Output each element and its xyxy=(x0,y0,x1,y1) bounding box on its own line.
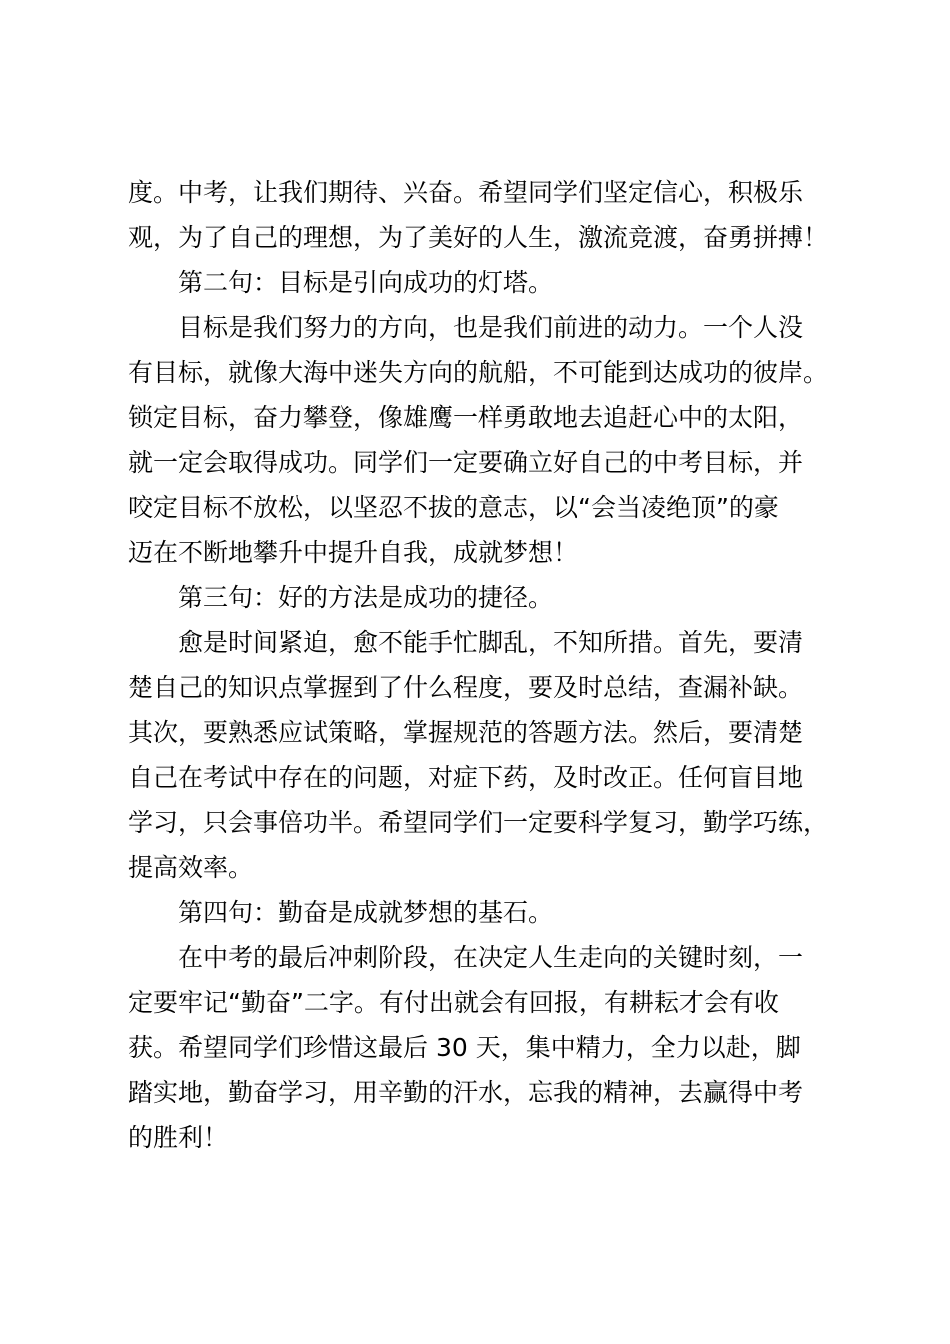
section-heading-3: 第三句：好的方法是成功的捷径。 xyxy=(178,583,554,612)
text-line: 学习，只会事倍功半。希望同学们一定要科学复习，勤学巧练， xyxy=(128,808,829,837)
text-line: 自己在考试中存在的问题，对症下药，及时改正。任何盲目地 xyxy=(128,763,804,792)
text-line: 观，为了自己的理想，为了美好的人生，激流竞渡，奋勇拼搏！ xyxy=(128,223,829,252)
section-heading-2: 第二句：目标是引向成功的灯塔。 xyxy=(178,268,554,297)
body-text xyxy=(128,170,848,1160)
text-line: 度。中考，让我们期待、兴奋。希望同学们坚定信心，积极乐 xyxy=(128,178,804,207)
section-heading-4: 第四句：勤奋是成就梦想的基石。 xyxy=(178,898,554,927)
text-line: 咬定目标不放松，以坚忍不拔的意志，以“会当凌绝顶”的豪 xyxy=(128,493,779,522)
text-line: 就一定会取得成功。同学们一定要确立好自己的中考目标，并 xyxy=(128,448,804,477)
text-line: 楚自己的知识点掌握到了什么程度，要及时总结，查漏补缺。 xyxy=(128,673,804,702)
text-line: 的胜利！ xyxy=(128,1123,229,1152)
text-line: 在中考的最后冲刺阶段，在决定人生走向的关键时刻，一 xyxy=(178,943,804,972)
text-line: 获。希望同学们珍惜这最后 30 天，集中精力，全力以赴，脚 xyxy=(128,1033,801,1062)
text-line: 有目标，就像大海中迷失方向的航船，不可能到达成功的彼岸。 xyxy=(128,358,829,387)
text-line: 愈是时间紧迫，愈不能手忙脚乱，不知所措。首先，要清 xyxy=(178,628,804,657)
text-line: 提高效率。 xyxy=(128,853,254,882)
text-line: 踏实地，勤奋学习，用辛勤的汗水，忘我的精神，去赢得中考 xyxy=(128,1078,804,1107)
text-line: 迈在不断地攀升中提升自我，成就梦想！ xyxy=(128,538,579,567)
text-line: 目标是我们努力的方向，也是我们前进的动力。一个人没 xyxy=(178,313,804,342)
text-line: 锁定目标，奋力攀登，像雄鹰一样勇敢地去追赶心中的太阳， xyxy=(128,403,804,432)
text-line: 其次，要熟悉应试策略，掌握规范的答题方法。然后，要清楚 xyxy=(128,718,804,747)
text-line: 定要牢记“勤奋”二字。有付出就会有回报，有耕耘才会有收 xyxy=(128,988,779,1017)
